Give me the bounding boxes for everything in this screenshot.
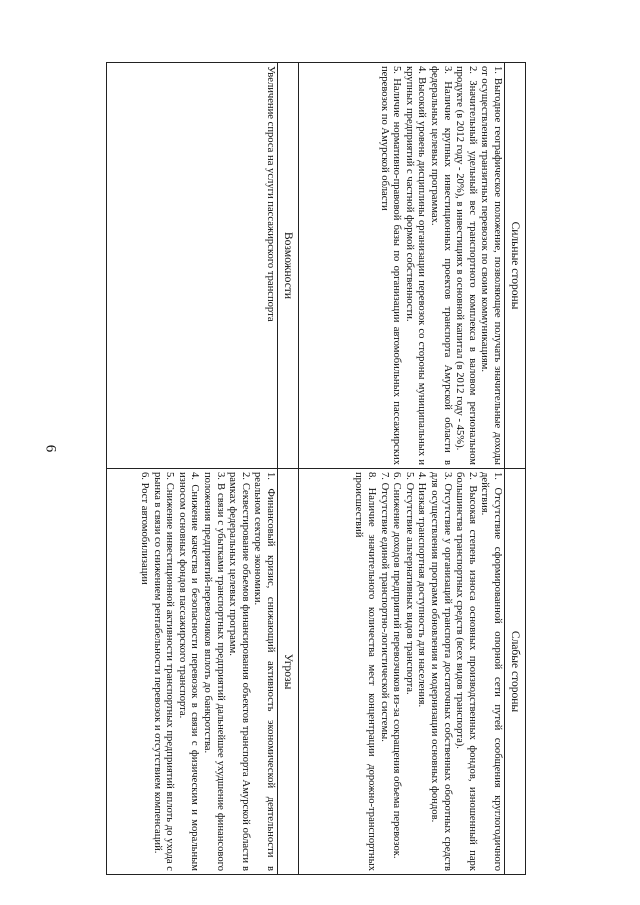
strength-item: 5. Наличие нормативно-правовой базы по организации автомобильных пассажирских перевозок по Амурской области: [378, 66, 403, 465]
opportunity-item: Увеличение спроса на услуги пассажирского транспорта: [265, 66, 276, 322]
weakness-item: 2. Высокая степень износа основных производственных фондов, изношенный парк большинства транспортных средств (всех видов транспорта).: [454, 472, 478, 871]
strength-item: 3. Наличие крупных инвестиционных проектов транспорта Амурской области в федеральных целевых программах.: [429, 66, 453, 465]
weakness-item: 4. Низкая транспортная доступность для населения.: [416, 472, 428, 708]
threats-cell: [107, 469, 278, 875]
weakness-item: 5. Отсутствие альтернативных видов транспорта.: [403, 472, 415, 695]
threat-item: 3. В связи с убытками транспортных предприятий дальнейшее ухудшение финансового положения предприятий-перевозчиков вплоть до банкротства.: [202, 472, 226, 871]
weakness-item: 7. Отсутствие единой транспортно-логистической системы.: [378, 472, 390, 742]
threat-item: 4. Снижение качества и безопасности перевозок в связи с физическим и моральным износом основных фондов пассажирского транспорта.: [176, 472, 201, 871]
strength-item: 4. Высокий уровень дисциплины организации перевозок со стороны муниципальных и крупных предприятий с частной формой собственности.: [403, 66, 428, 465]
page-number: 6: [42, 444, 59, 453]
threat-item: 6. Рост автомобилизации: [139, 472, 151, 585]
weaknesses-header: Слабые стороны: [505, 469, 526, 875]
weakness-item: 3. Отсутствие у организаций транспорта достаточных собственных оборотных средств для осуществления программ обновления и модернизации основных фондов.: [429, 472, 453, 871]
weaknesses-cell: [299, 469, 505, 875]
opportunities-cell: [107, 63, 278, 469]
swot-table-rotated: [106, 62, 526, 874]
weakness-item: 6. Снижение доходов предприятий перевозчиков из-за сокращения объема перевозок.: [391, 472, 403, 859]
threats-header: Угрозы: [278, 469, 299, 875]
threat-item: 5. Снижение инвестиционной активности транспортных предприятий вплоть до ухода с рынка в связи со снижением рентабельности перевозок и отсутствием компенсаций.: [151, 472, 176, 871]
strength-item: 1. Выгодное географическое положение, позволяющее получать значительные доходы от осуществления транзитных перевозок по своим коммуникациям.: [479, 66, 503, 465]
opportunities-header: Возможности: [278, 63, 299, 469]
weakness-item: 1. Отсутствие сформированной опорной сети путей сообщения круглогодичного действия.: [479, 472, 503, 871]
strengths-header: Сильные стороны: [505, 63, 526, 469]
weakness-item: 8. Наличие значительного количества мест концентрации дорожно-транспортных происшествий: [353, 472, 378, 871]
swot-table: [106, 62, 526, 875]
strengths-cell: [299, 63, 505, 469]
threat-item: 2. Секвестирование объемов финансирования объектов транспорта Амурской области в рамках федеральных целевых программ.: [227, 472, 251, 871]
threat-item: 1. Финансовый кризис, снижающий активность экономической деятельности в реальном секторе экономики.: [252, 472, 276, 871]
strength-item: 2. Значительный удельный вес транспортного комплекса в валовом региональном продукте (в 2012 году - 20%), в инвестициях в основной капитал (в 2012 году - 45%).: [454, 66, 478, 465]
